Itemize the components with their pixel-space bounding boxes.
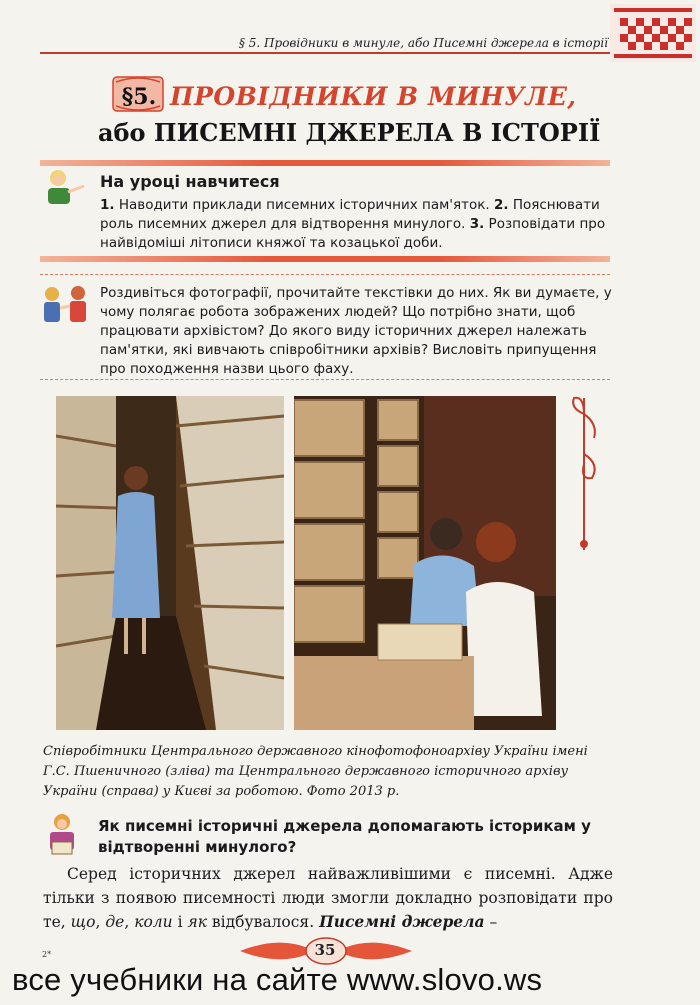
running-head: § 5. Провідники в минуле, або Писемні джерела в історії bbox=[238, 36, 608, 50]
body-paragraph: Серед історичних джерел найважливішими є писемні. Адже тільки з появою писемності люди змогли докладно розповідати про те, що, де, коли і як відбувалося. Писемні джерела – bbox=[43, 865, 613, 931]
emphasis-word: де bbox=[105, 913, 125, 931]
term-written-sources: Писемні джерела bbox=[319, 912, 485, 931]
signature-mark: 2* bbox=[42, 950, 52, 959]
emphasis-word: що bbox=[70, 913, 96, 931]
objectives-list bbox=[100, 196, 612, 253]
objectives-top-bar bbox=[40, 160, 610, 166]
objective-text: Пояснювати роль писемних джерел для відтворення минулого. bbox=[100, 197, 600, 232]
archive-photo-right bbox=[294, 396, 556, 730]
photo-task-text: Роздивіться фотографії, прочитайте текстівки до них. Як ви думаєте, у чому полягає робота зображених людей? Що потрібно знати, щоб працювати архівістом? До якого виду історичних джерел належать пам'ятки, які вивчають співробітники архівів? Висловіть припущення про походження назви цього фаху. bbox=[100, 285, 612, 377]
archive-photo-left bbox=[56, 396, 284, 730]
emphasis-word: коли bbox=[134, 913, 173, 931]
objective-number: 3. bbox=[469, 216, 485, 232]
page-number: 35 bbox=[314, 941, 336, 959]
embroidery-ornament-icon bbox=[610, 4, 696, 62]
body-text-part: відбувалося. bbox=[206, 913, 320, 931]
subsection-question: Як писемні історичні джерела допомагають історикам у відтворенні минулого? bbox=[98, 817, 591, 856]
emphasis-word: як bbox=[187, 913, 207, 931]
reading-child-icon bbox=[42, 812, 82, 858]
task-divider-top bbox=[40, 274, 610, 275]
header-rule bbox=[40, 52, 610, 54]
decorative-flourish-icon bbox=[566, 394, 602, 554]
body-text-part: – bbox=[484, 913, 498, 931]
objective-number: 1. bbox=[100, 197, 115, 213]
objective-text: Наводити приклади писемних історичних пам'яток. bbox=[114, 197, 494, 213]
objectives-bottom-bar bbox=[40, 256, 610, 262]
objectives-heading: На уроці навчитеся bbox=[100, 172, 280, 191]
objective-text: Розповідати про найвідоміші літописи княжої та козацької доби. bbox=[100, 216, 606, 251]
section-title-line1: ПРОВІДНИКИ В МИНУЛЕ, bbox=[170, 82, 577, 111]
body-text-part: Серед історичних джерел найважливішими є писемні. Адже тільки з появою писемності люди змогли докладно розповідати про те, bbox=[43, 865, 613, 931]
section-title-line2: або ПИСЕМНІ ДЖЕРЕЛА В ІСТОРІЇ bbox=[98, 118, 601, 147]
two-children-icon bbox=[38, 284, 94, 328]
pointing-child-icon bbox=[42, 168, 86, 208]
photo-caption: Співробітники Центрального державного кінофотофоноархіву України імені Г.С. Пшеничного (зліва) та Центрального державного історичного архіву України (справа) у Києві за роботою. Фото 2013 р. bbox=[43, 744, 588, 799]
objective-number: 2. bbox=[494, 197, 509, 213]
task-divider-bottom bbox=[40, 379, 610, 380]
section-number: §5. bbox=[121, 84, 157, 110]
promo-banner[interactable]: все учебники на сайте www.slovo.ws bbox=[12, 962, 543, 997]
